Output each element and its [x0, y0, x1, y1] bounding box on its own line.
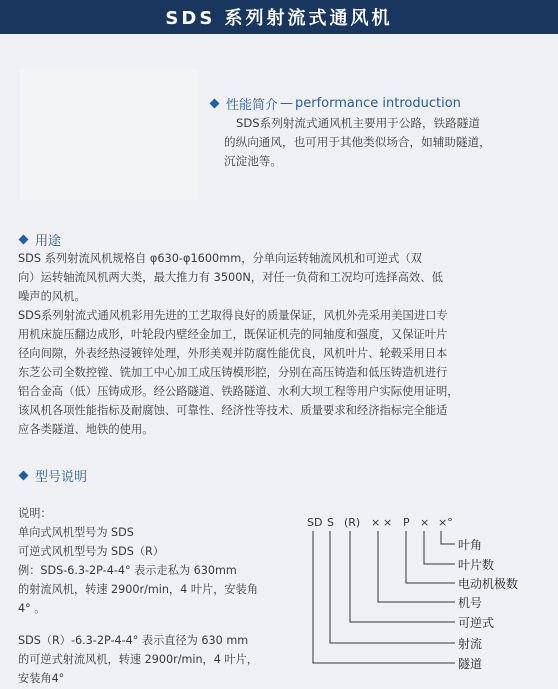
usage-line: 向）运转轴流风机两大类，最大推力有 3500N，对任一负荷和工况均可选择高效、低	[18, 271, 443, 284]
title-bar	[0, 0, 558, 34]
model-example-line: 安装角4°	[18, 672, 65, 685]
performance-heading	[211, 94, 461, 113]
bracket-line-leaf-angle	[441, 531, 455, 544]
bracket-line-reversible	[350, 531, 455, 622]
diamond-bullet-icon	[19, 235, 29, 245]
usage-line: 应各类隧道、地铁的使用。	[18, 423, 154, 436]
usage-line: 东芝公司全数控镗、铣加工中心加工成压铸模形腔，分别在高压铸造和低压铸造机进行	[18, 366, 448, 379]
model-note-line: 可逆式风机型号为 SDS（R）	[18, 545, 165, 558]
model-note-line: 例：SDS-6.3-2P-4-4° 表示走私为 630mm	[18, 564, 237, 577]
model-example-2	[18, 631, 308, 688]
performance-heading-cn: 性能简介	[226, 98, 279, 113]
model-label-motor-poles: 电动机极数	[458, 577, 519, 591]
model-heading-text: 型号说明	[35, 470, 88, 485]
page-title: SDS 系列射流式通风机	[165, 8, 393, 29]
usage-line: 用机床旋压翻边成形，叶轮段内壁经金加工，既保证机壳的同轴度和强度，又保证叶片	[18, 328, 448, 341]
performance-line: SDS系列射流式通风机主要用于公路，铁路隧道	[236, 116, 480, 130]
performance-text	[224, 114, 534, 171]
performance-line: 沉淀池等。	[224, 154, 282, 168]
diamond-bullet-icon	[210, 99, 220, 109]
diamond-bullet-icon	[19, 471, 29, 481]
usage-heading-text: 用途	[35, 234, 62, 249]
bracket-line-tunnel	[313, 531, 455, 663]
model-label-leaf-angle: 叶角	[458, 538, 483, 552]
usage-text	[18, 249, 548, 439]
code-part-p: P	[403, 516, 410, 529]
model-note-line: 单向式风机型号为 SDS	[18, 526, 134, 539]
usage-line: SDS系列射流式通风机彩用先进的工艺取得良好的质量保证，风机外壳采用美国进口专	[18, 309, 448, 322]
usage-line: 铝合金高（低）压铸成形。经公路隧道、铁路隧道、水利大坝工程等用户实际使用证明，	[18, 385, 459, 398]
model-label-reversible: 可逆式	[458, 616, 495, 630]
model-notes	[18, 504, 308, 618]
model-note-line: 的射流风机，转速 2900r/min，4 叶片，安装角	[18, 583, 258, 596]
usage-heading	[20, 230, 61, 249]
performance-line: 的纵向通风，也可用于其他类似场合，如辅助隧道，	[224, 135, 491, 149]
bracket-line-blade-count	[424, 531, 455, 564]
model-label-jet: 射流	[458, 637, 483, 651]
model-label-machine-no: 机号	[458, 596, 483, 610]
bracket-line-machine-no	[378, 531, 455, 602]
model-label-tunnel: 隧道	[458, 657, 483, 671]
bracket-line-jet	[330, 531, 455, 643]
model-example-line: 的可逆式射流风机，转速 2900r/min，4 叶片，	[18, 653, 258, 666]
usage-line: SDS 系列射流风机规格自 φ630-φ1600mm，分单向运转轴流风机和可逆式（双	[18, 252, 422, 265]
performance-heading-separator: —	[280, 96, 294, 111]
code-part-sd: SD	[307, 516, 323, 529]
model-heading	[20, 466, 87, 485]
product-photo-placeholder	[20, 70, 198, 200]
model-example-line: SDS（R）-6.3-2P-4-4° 表示直径为 630 mm	[18, 634, 249, 647]
code-part-r: (R)	[344, 516, 361, 529]
usage-line: 噪声的风机。	[18, 290, 86, 303]
model-note-line: 说明：	[18, 507, 52, 520]
performance-heading-en: performance introduction	[295, 96, 461, 111]
model-note-line: 4° 。	[18, 602, 46, 615]
usage-line: 径向间隙，外表经热浸镀锌处理，外形美观并防腐性能优良，风机叶片、轮毂采用日本	[18, 347, 448, 360]
bracket-line-motor-poles	[406, 531, 455, 583]
model-label-blade-count: 叶片数	[458, 558, 495, 572]
usage-line: 该风机各项性能指标及耐腐蚀、可靠性、经济性等技术、质量要求和经济指标完全能适	[18, 404, 448, 417]
code-part-x1: ×	[371, 516, 381, 529]
code-part-x3: ×	[420, 516, 430, 529]
code-part-x2: ×	[383, 516, 393, 529]
code-part-angle: ×°	[438, 516, 453, 529]
code-part-s: S	[327, 516, 334, 529]
